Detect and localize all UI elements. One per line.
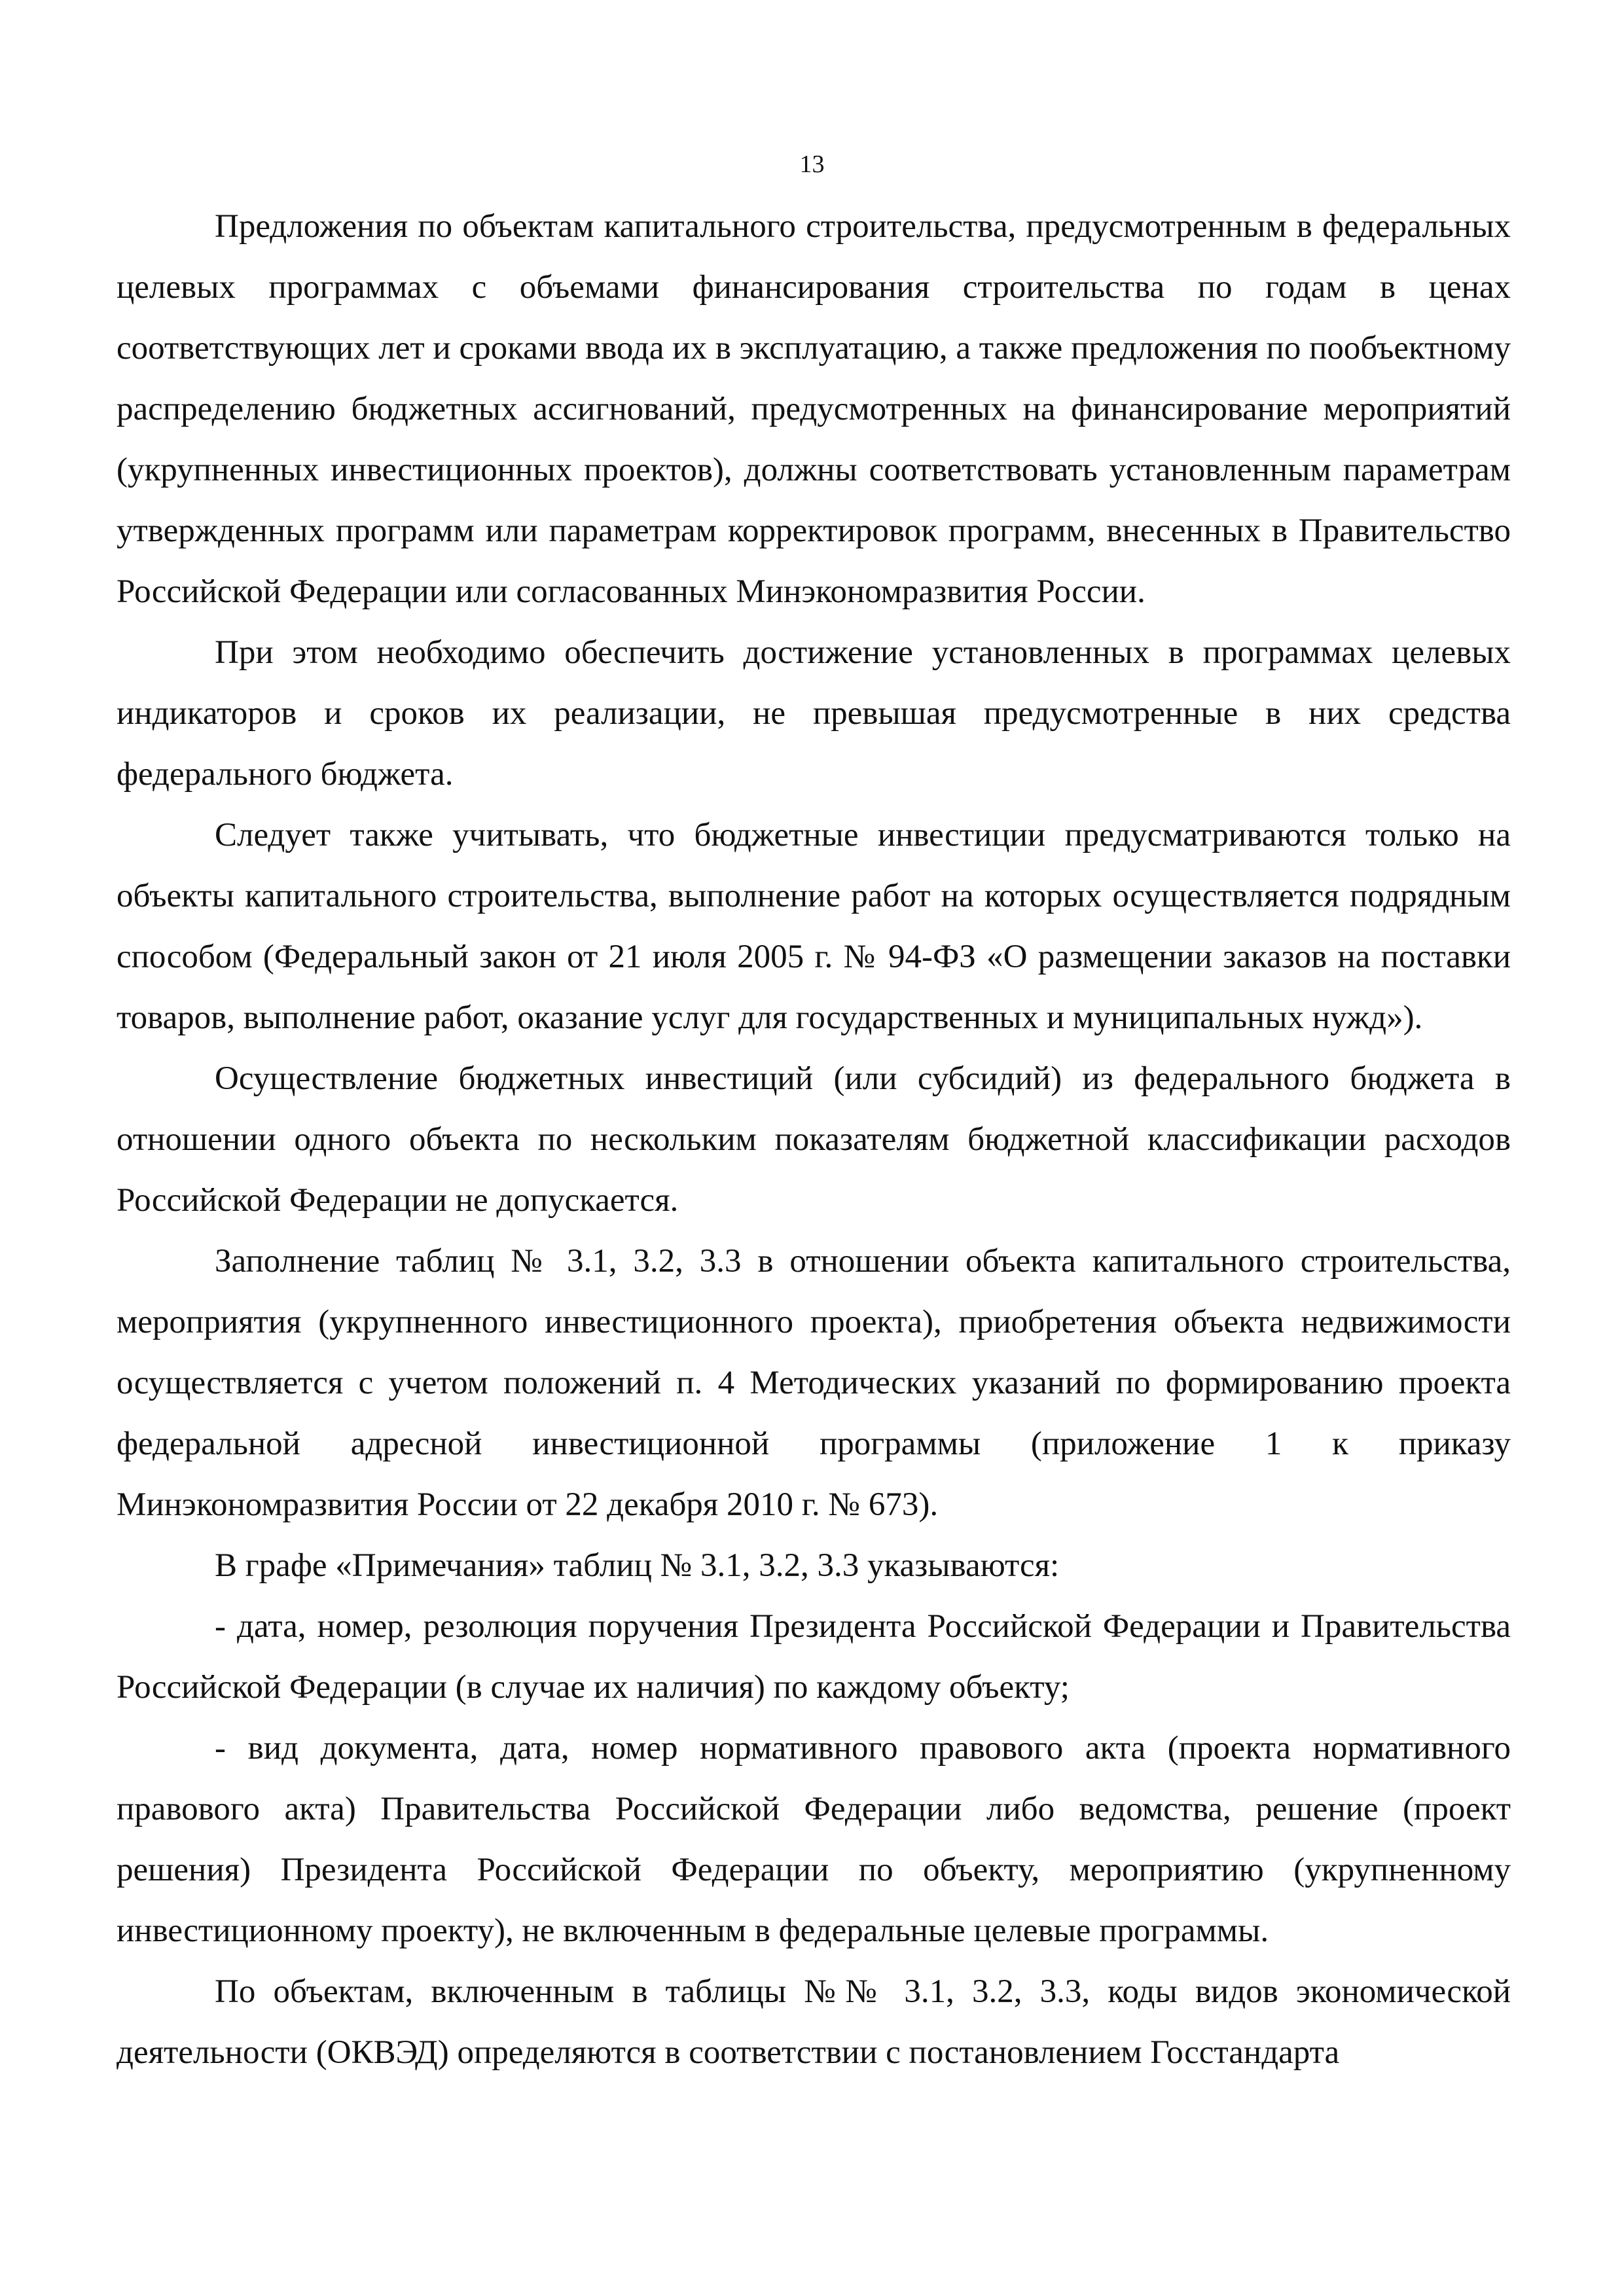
paragraph-okved-codes: По объектам, включенным в таблицы №№ 3.1, 3.2, 3.3, коды видов экономической деятельности (ОКВЭД) определяются в соответствии с постановлением Госстандарта [117, 1973, 1511, 2071]
paragraph-budget-investments: Следует также учитывать, что бюджетные инвестиции предусматриваются только на объекты капитального строительства, выполнение работ на которых осуществляется подрядным способом (Федеральный закон от 21 июля 2005 г. № 94-ФЗ «О размещении заказов на поставки товаров, выполнение работ, оказание услуг для государственных и муниципальных нужд»). [117, 817, 1511, 1036]
paragraph-notes-column: В графе «Примечания» таблиц № 3.1, 3.2, 3.3 указываются: [215, 1547, 1060, 1584]
paragraph-target-indicators: При этом необходимо обеспечить достижение установленных в программах целевых индикаторов и сроков их реализации, не превышая предусмотренные в них средства федерального бюджета. [117, 634, 1511, 793]
paragraph-capital-construction-proposals: Предложения по объектам капитального строительства, предусмотренным в федеральных целевых программах с объемами финансирования строительства по годам в ценах соответствующих лет и сроками ввода их в эксплуатацию, а также предложения по пообъектному распределению бюджетных ассигнований, предусмотренных на финансирование мероприятий (укрупненных инвестиционных проектов), должны соответствовать установленным параметрам утвержденных программ или параметрам корректировок программ, внесенных в Правительство Российской Федерации или согласованных Минэкономразвития России. [117, 208, 1511, 610]
page-number: 13 [799, 151, 825, 178]
paragraph-tables-filling: Заполнение таблиц № 3.1, 3.2, 3.3 в отношении объекта капитального строительства, мероприятия (укрупненного инвестиционного проекта), приобретения объекта недвижимости осуществляется с учетом положений п. 4 Методических указаний по формированию проекта федеральной адресной инвестиционной программы (приложение 1 к приказу Минэкономразвития России от 22 декабря 2010 г. № 673). [117, 1243, 1511, 1523]
list-item-instruction-details: - дата, номер, резолюция поручения Президента Российской Федерации и Правительства Российской Федерации (в случае их наличия) по каждому объекту; [117, 1608, 1511, 1706]
list-item-document-details: - вид документа, дата, номер нормативного правового акта (проекта нормативного правового акта) Правительства Российской Федерации либо ведомства, решение (проект решения) Президента Российской Федерации по объекту, мероприятию (укрупненному инвестиционному проекту), не включенным в федеральные целевые программы. [117, 1730, 1511, 1949]
document-body [117, 196, 1511, 2083]
paragraph-single-object-restriction: Осуществление бюджетных инвестиций (или субсидий) из федерального бюджета в отношении одного объекта по нескольким показателям бюджетной классификации расходов Российской Федерации не допускается. [117, 1060, 1511, 1219]
